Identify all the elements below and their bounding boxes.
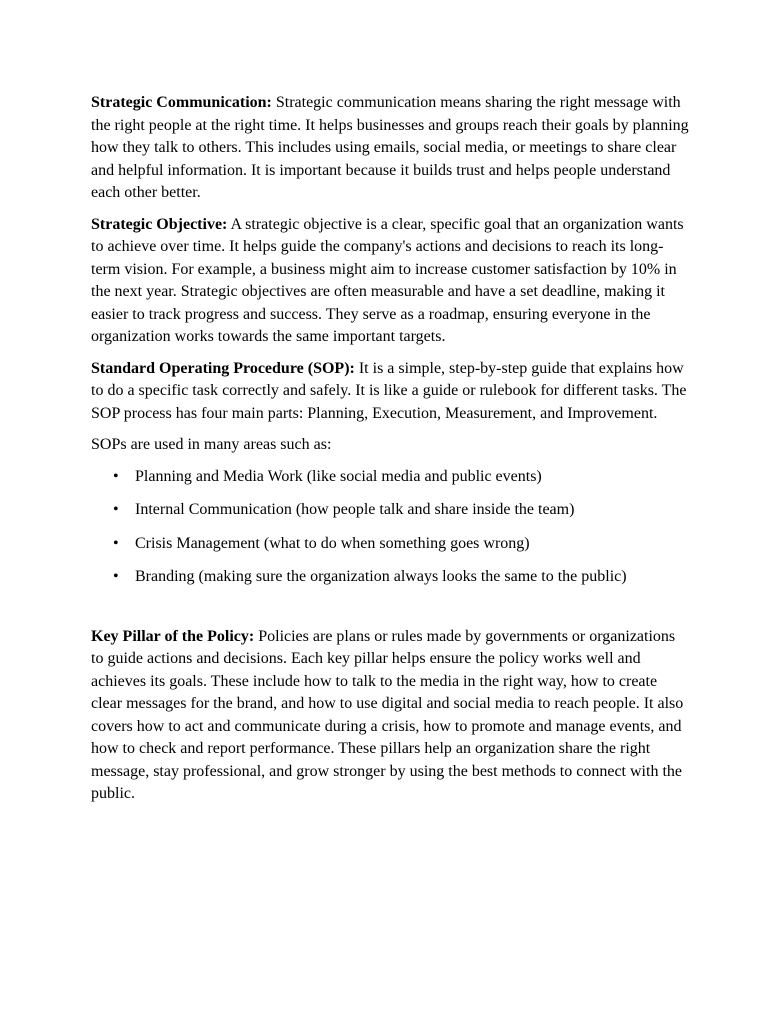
section-spacer <box>91 600 691 626</box>
strategic-communication-term: Strategic Communication: <box>91 94 272 111</box>
list-item-text: Branding (making sure the organization always looks the same to the public) <box>135 568 627 585</box>
bullet-icon: • <box>113 534 119 552</box>
bullet-icon: • <box>113 568 119 585</box>
sop-term: Standard Operating Procedure (SOP): <box>91 359 355 377</box>
list-item <box>91 533 691 556</box>
list-item <box>91 466 691 489</box>
strategic-objective-text: A strategic objective is a clear, specific goal that an organization wants to achieve over time. It helps guide the company's actions and decisions to reach its long-term vision. For example, a business might aim to increase customer satisfaction by 10% in the next year. Strategic objectives are often measurable and have a set deadline, making it easier to track progress and success. They serve as a roadmap, ensuring everyone in the organization works towards the same important targets. <box>91 215 684 345</box>
strategic-objective-paragraph <box>91 214 691 349</box>
document-page <box>91 92 691 815</box>
list-item-text: Planning and Media Work (like social media and public events) <box>135 467 542 485</box>
list-item <box>91 566 691 589</box>
strategic-communication-paragraph <box>91 92 691 205</box>
list-item-text: Internal Communication (how people talk and share inside the team) <box>135 501 575 518</box>
list-item-text: Crisis Management (what to do when something goes wrong) <box>135 534 530 552</box>
key-pillar-term: Key Pillar of the Policy: <box>91 627 255 645</box>
sop-usage-list <box>91 466 691 589</box>
bullet-icon: • <box>113 501 119 518</box>
bullet-icon: • <box>113 467 119 485</box>
strategic-objective-term: Strategic Objective: <box>91 215 228 233</box>
sop-list-intro: SOPs are used in many areas such as: <box>91 436 332 453</box>
key-pillar-text: Policies are plans or rules made by governments or organizations to guide actions and decisions. Each key pillar helps ensure the policy works well and achieves its goals. These include how to talk to the media in the right way, how to create clear messages for the brand, and how to use digital and social media to reach people. It also covers how to act and communicate during a crisis, how to promote and manage events, and how to check and report performance. These pillars help an organization share the right message, stay professional, and grow stronger by using the best methods to connect with the public. <box>91 627 684 802</box>
key-pillar-paragraph <box>91 626 691 806</box>
sop-text: It is a simple, step-by-step guide that explains how to do a specific task correctly and safely. It is like a guide or rulebook for different tasks. The SOP process has four main parts: Planning, Execution, Measurement, and Improvement. <box>91 359 687 422</box>
list-item <box>91 499 691 522</box>
strategic-communication-text: Strategic communication means sharing the right message with the right people at the right time. It helps businesses and groups reach their goals by planning how they talk to others. This includes using emails, social media, or meetings to share clear and helpful information. It is important because it builds trust and helps people understand each other better. <box>91 94 689 201</box>
sop-paragraph <box>91 358 691 426</box>
